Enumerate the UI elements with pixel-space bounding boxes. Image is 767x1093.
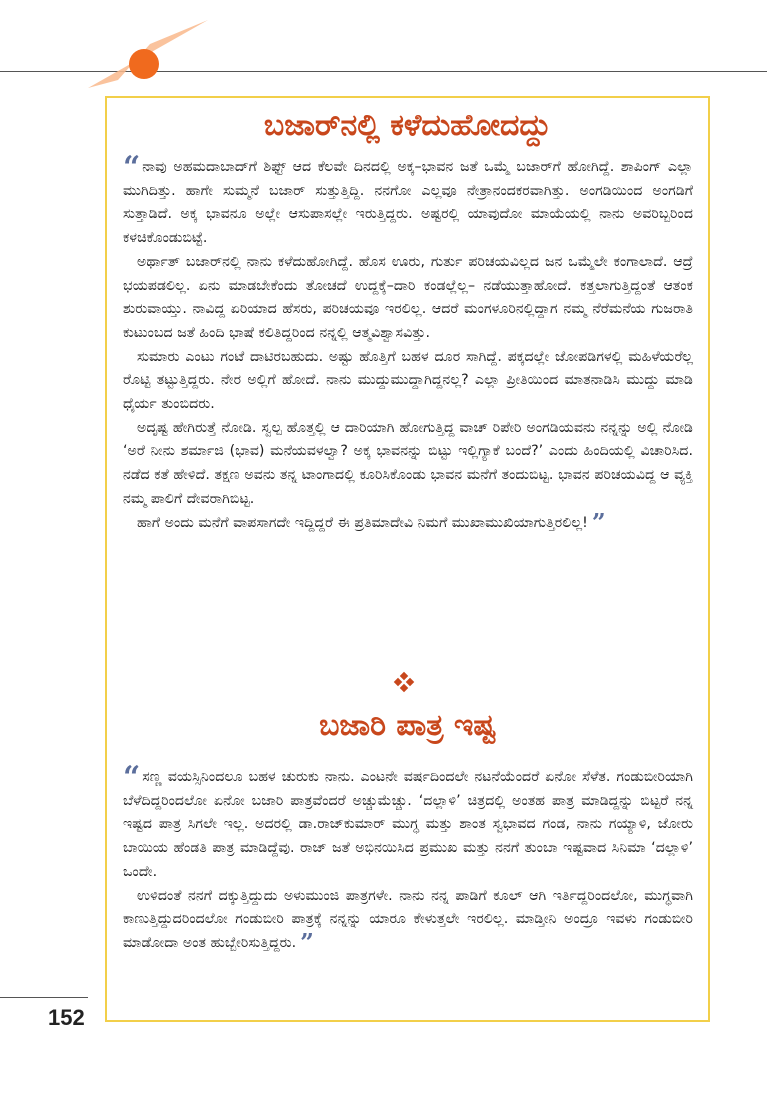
paragraph: ಅದೃಷ್ಟ ಹೇಗಿರುತ್ತೆ ನೋಡಿ. ಸ್ವಲ್ಪ ಹೊತ್ತಲ್ಲಿ ಆ ದಾರಿಯಾಗಿ ಹೋಗುತ್ತಿದ್ದ ವಾಚ್ ರಿಪೇರಿ ಅಂಗಡಿಯವನು ನನ್ನನ್ನು ಅಲ್ಲಿ ನೋಡಿ ‘ಅರೆ ನೀನು ಶರ್ಮಾಜಿ (ಭಾವ) ಮನೆಯವಳಲ್ವಾ? ಅಕ್ಕ ಭಾವನನ್ನು ಬಿಟ್ಟು ಇಲ್ಲಿಗ್ಯಾಕೆ ಬಂದೆ?’ ಎಂದು ಹಿಂದಿಯಲ್ಲಿ ವಿಚಾರಿಸಿದ. ನಡೆದ ಕತೆ ಹೇಳಿದೆ. ತಕ್ಷಣ ಅವನು ತನ್ನ ಟಾಂಗಾದಲ್ಲಿ ಕೂರಿಸಿಕೊಂಡು ಭಾವನ ಮನೆಗೆ ತಂದುಬಿಟ್ಟ. ಭಾವನ ಪರಿಚಯವಿದ್ದ ಆ ವ್ಯಕ್ತಿ ನಮ್ಮ ಪಾಲಿಗೆ ದೇವರಾಗಿಬಿಟ್ಟ. <box>123 419 693 507</box>
paragraph: ಸುಮಾರು ಎಂಟು ಗಂಟೆ ದಾಟಿರಬಹುದು. ಅಷ್ಟು ಹೊತ್ತಿಗೆ ಬಹಳ ದೂರ ಸಾಗಿದ್ದೆ. ಪಕ್ಕದಲ್ಲೇ ಜೋಪಡಿಗಳಲ್ಲಿ ಮಹಿಳೆಯರೆಲ್ಲ ರೊಟ್ಟಿ ತಟ್ಟುತ್ತಿದ್ದರು. ನೇರ ಅಲ್ಲಿಗೆ ಹೋದೆ. ನಾನು ಮುದ್ದುಮುದ್ದಾಗಿದ್ದನಲ್ಲ? ಎಲ್ಲಾ ಪ್ರೀತಿಯಿಂದ ಮಾತನಾಡಿಸಿ ಮುದ್ದು ಮಾಡಿ ಧೈರ್ಯ ತುಂಬಿದರು. <box>123 348 693 413</box>
section-title-bazaar: ಬಜಾರ್‌ನಲ್ಲಿ ಕಳೆದುಹೋದದ್ದು <box>263 108 552 143</box>
diamond-ornament-icon <box>392 670 416 694</box>
article-body-1 <box>123 150 693 537</box>
page-number: 152 <box>48 1005 85 1030</box>
paragraph: ಅರ್ಥಾತ್ ಬಜಾರ್‌ನಲ್ಲಿ ನಾನು ಕಳೆದುಹೋಗಿದ್ದೆ. ಹೊಸ ಊರು, ಗುರ್ತು ಪರಿಚಯವಿಲ್ಲದ ಜನ ಒಮ್ಮೆಲೇ ಕಂಗಾಲಾದೆ. ಆದ್ರೆ ಭಯಪಡಲಿಲ್ಲ. ಏನು ಮಾಡಬೇಕೆಂದು ತೋಚದೆ ಉದ್ದಕ್ಕೆ–ದಾರಿ ಕಂಡಲ್ಲೆಲ್ಲ– ನಡೆಯುತ್ತಾಹೋದೆ. ಕತ್ತಲಾಗುತ್ತಿದ್ದಂತೆ ಆತಂಕ ಶುರುವಾಯ್ತು. ನಾವಿದ್ದ ಏರಿಯಾದ ಹೆಸರು, ಪರಿಚಯವೂ ಇರಲಿಲ್ಲ. ಆದರೆ ಮಂಗಳೂರಿನಲ್ಲಿದ್ದಾಗ ನಮ್ಮ ನೆರೆಮನೆಯ ಗುಜರಾತಿ ಕುಟುಂಬದ ಜತೆ ಹಿಂದಿ ಭಾಷೆ ಕಲಿತಿದ್ದರಿಂದ ನನ್ನಲ್ಲಿ ಆತ್ಮವಿಶ್ವಾಸವಿತ್ತು. <box>123 253 693 341</box>
paragraph: ಹಾಗೆ ಅಂದು ಮನೆಗೆ ವಾಪಸಾಗದೇ ಇದ್ದಿದ್ದರೆ ಈ ಪ್ರತಿಮಾದೇವಿ ನಿಮಗೆ ಮುಖಾಮುಖಿಯಾಗುತ್ತಿರಲಿಲ್ಲ! <box>137 514 588 531</box>
close-quote-icon: ” <box>591 507 606 537</box>
paragraph: ಸಣ್ಣ ವಯಸ್ಸಿನಿಂದಲೂ ಬಹಳ ಚುರುಕು ನಾನು. ಎಂಟನೇ ವರ್ಷದಿಂದಲೇ ನಟನೆಯೆಂದರೆ ಏನೋ ಸೆಳೆತ. ಗಂಡುಬೀರಿಯಾಗಿ ಬೆಳೆದಿದ್ದರಿಂದಲೋ ಏನೋ ಬಜಾರಿ ಪಾತ್ರವೆಂದರೆ ಅಚ್ಚುಮೆಚ್ಚು. ‘ದಲ್ಲಾಳಿ’ ಚಿತ್ರದಲ್ಲಿ ಅಂತಹ ಪಾತ್ರ ಮಾಡಿದ್ದನ್ನು ಬಿಟ್ಟರೆ ನನ್ನ ಇಷ್ಟದ ಪಾತ್ರ ಸಿಗಲೇ ಇಲ್ಲ. ಅದರಲ್ಲಿ ಡಾ.ರಾಜ್‌ಕುಮಾರ್ ಮುಗ್ಧ ಮತ್ತು ಶಾಂತ ಸ್ವಭಾವದ ಗಂಡ, ನಾನು ಗಯ್ಯಾಳಿ, ಜೋರು ಬಾಯಿಯ ಹೆಂಡತಿ ಪಾತ್ರ ಮಾಡಿದ್ದೆವು. ರಾಜ್ ಜತೆ ಅಭಿನಯಿಸಿದ ಪ್ರಮುಖ ಮತ್ತು ನನಗೆ ತುಂಬಾ ಇಷ್ಟವಾದ ಸಿನಿಮಾ ‘ದಲ್ಲಾಳಿ’ ಒಂದೇ. <box>123 769 693 880</box>
footer-rule <box>0 997 88 998</box>
paragraph: ನಾವು ಅಹಮದಾಬಾದ್‌ಗೆ ಶಿಫ್ಟ್ ಆದ ಕೆಲವೇ ದಿನದಲ್ಲಿ ಅಕ್ಕ–ಭಾವನ ಜತೆ ಒಮ್ಮೆ ಬಜಾರ್‌ಗೆ ಹೋಗಿದ್ದೆ. ಶಾಪಿಂಗ್ ಎಲ್ಲಾ ಮುಗಿದಿತ್ತು. ಹಾಗೇ ಸುಮ್ಮನೆ ಬಜಾರ್ ಸುತ್ತುತ್ತಿದ್ದಿ. ನನಗೋ ಎಲ್ಲವೂ ನೇತ್ರಾನಂದಕರವಾಗಿತ್ತು. ಅಂಗಡಿಯಿಂದ ಅಂಗಡಿಗೆ ಸುತ್ತಾಡಿದೆ. ಅಕ್ಕ ಭಾವನೂ ಅಲ್ಲೇ ಆಸುಪಾಸಲ್ಲೇ ಇರುತ್ತಿದ್ದರು. ಅಷ್ಟರಲ್ಲಿ ಯಾವುದೋ ಮಾಯೆಯಲ್ಲಿ ನಾನು ಅವರಿಬ್ಬರಿಂದ ಕಳಚಿಕೊಂಡುಬಿಟ್ಟೆ. <box>123 159 693 247</box>
section-title-bazaari-role: ಬಜಾರಿ ಪಾತ್ರ ಇಷ್ಟ <box>319 708 496 743</box>
article-frame <box>105 96 710 1022</box>
open-quote-icon: “ <box>123 150 141 185</box>
orange-circle-icon <box>88 18 218 88</box>
open-quote-icon: “ <box>123 760 141 795</box>
paragraph: ಉಳಿದಂತೆ ನನಗೆ ದಕ್ಕುತ್ತಿದ್ದುದು ಅಳುಮುಂಜಿ ಪಾತ್ರಗಳೇ. ನಾನು ನನ್ನ ಪಾಡಿಗೆ ಕೂಲ್ ಆಗಿ ಇರ್ತಿದ್ದರಿಂದಲೋ, ಮುಗ್ಧವಾಗಿ ಕಾಣುತ್ತಿದ್ದುದರಿಂದಲೋ ಗಂಡುಬೀರಿ ಪಾತ್ರಕ್ಕೆ ನನ್ನನ್ನು ಯಾರೂ ಕೇಳುತ್ತಲೇ ಇರಲಿಲ್ಲ. ಮಾಡ್ತೀನಿ ಅಂದ್ರೂ ಇವಳು ಗಂಡುಬೀರಿ ಮಾಡೋದಾ ಅಂತ ಹುಬ್ಬೇರಿಸುತ್ತಿದ್ದರು. <box>123 887 693 951</box>
article-body-2 <box>123 760 693 957</box>
close-quote-icon: ” <box>300 927 314 957</box>
